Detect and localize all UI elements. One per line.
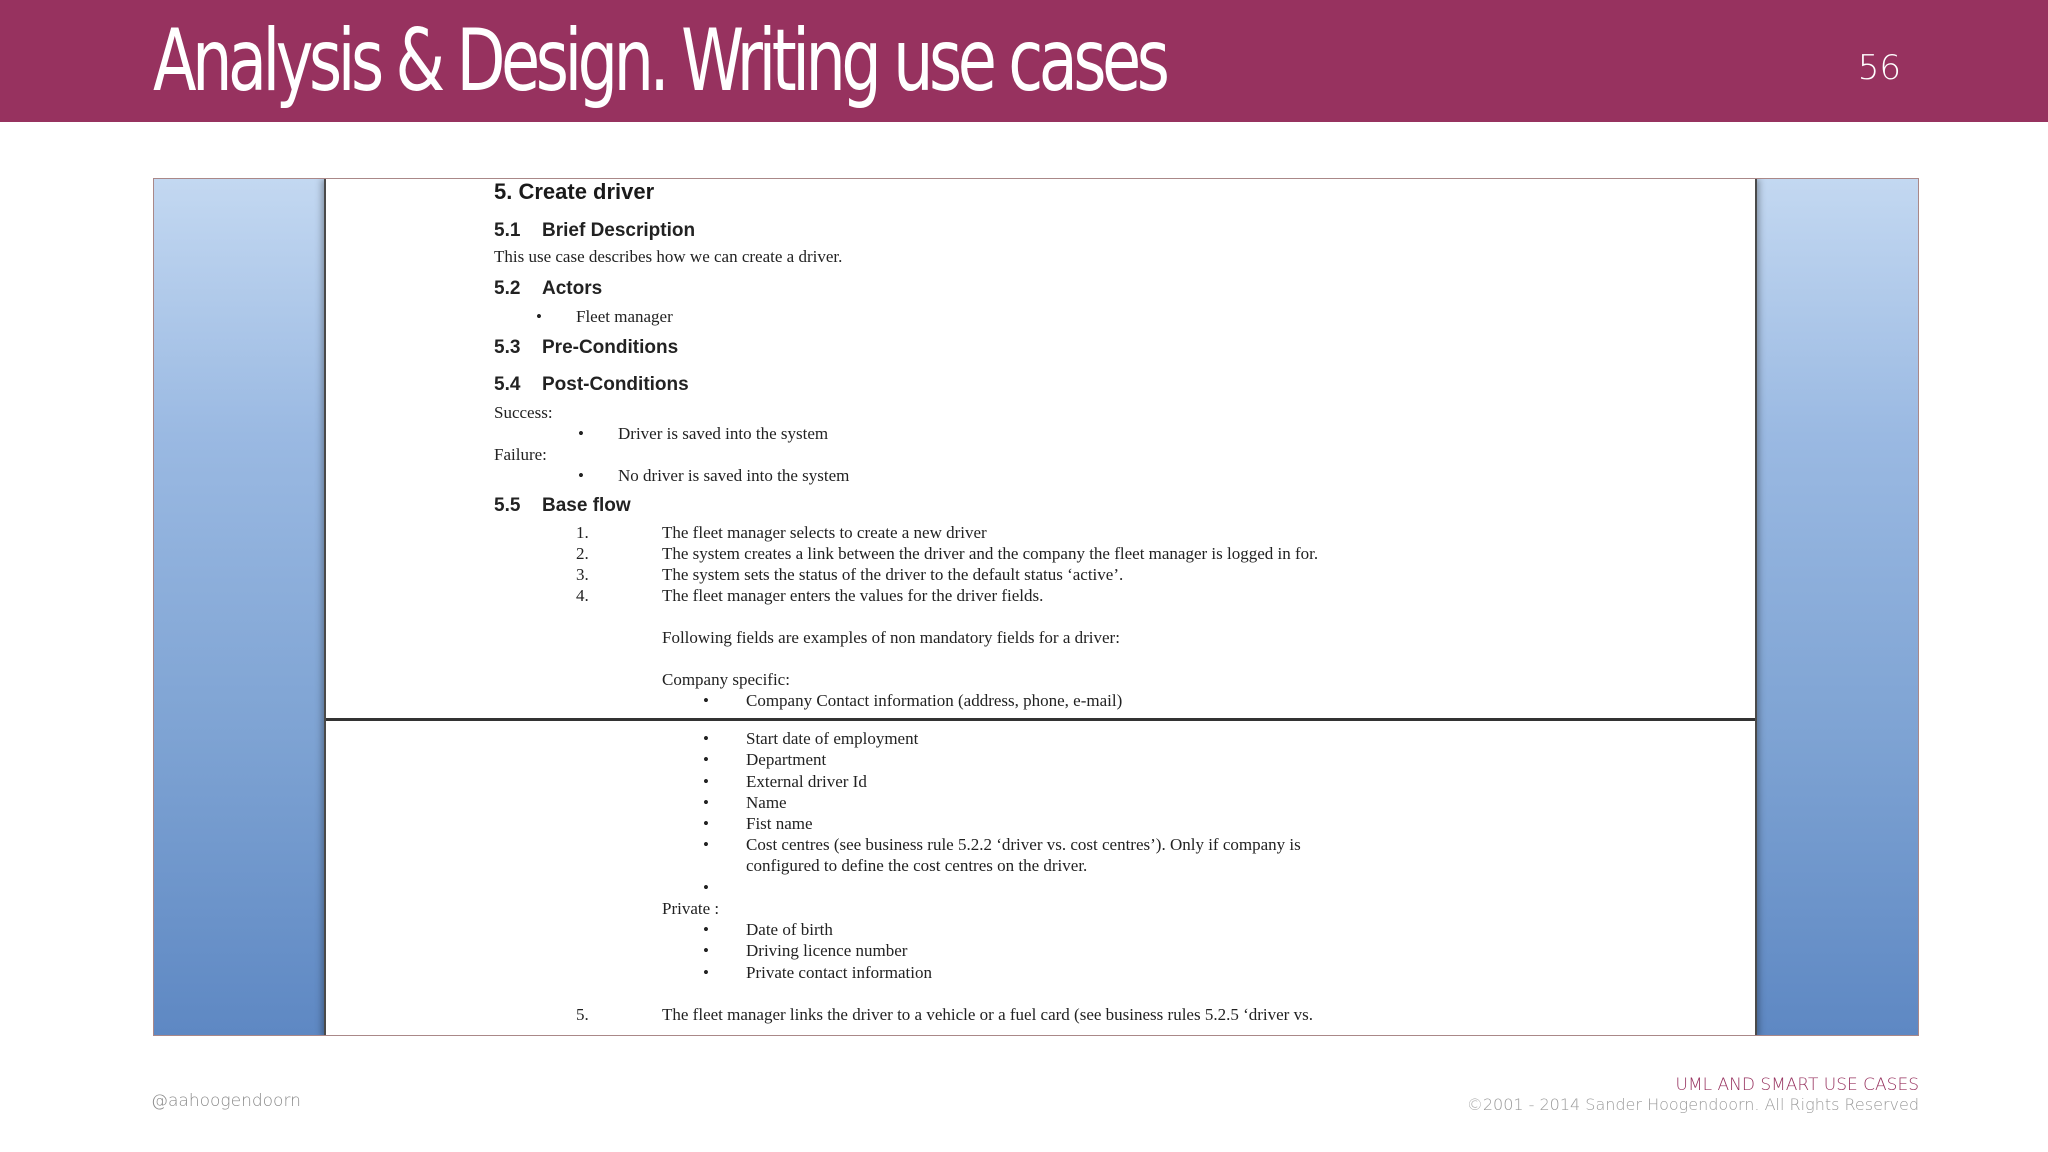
bullet: • xyxy=(703,814,709,833)
footer-course-title: UML AND SMART USE CASES xyxy=(1675,1075,1919,1095)
section-number: 5.2 xyxy=(494,278,521,299)
step-text: The fleet manager links the driver to a vehicle or a fuel card (see business rules 5.2.5 ‘driver vs. xyxy=(662,1005,1313,1024)
document-screenshot xyxy=(153,178,1919,1036)
brief-description-text: This use case describes how we can create a driver. xyxy=(494,247,843,266)
private-field-item: Private contact information xyxy=(746,963,932,982)
section-title-base-flow: Base flow xyxy=(542,495,631,516)
section-number: 5.1 xyxy=(494,220,521,241)
bullet: • xyxy=(703,835,709,854)
slide-title: Analysis & Design. Writing use cases xyxy=(153,11,1166,111)
slide-number: 56 xyxy=(1857,48,1901,88)
actor-item: Fleet manager xyxy=(576,307,673,326)
bullet: • xyxy=(703,750,709,769)
step-number: 2. xyxy=(576,544,589,563)
company-field-item-continued: configured to define the cost centres on the driver. xyxy=(746,856,1088,875)
company-field-item: Name xyxy=(746,793,787,812)
section-title-brief-description: Brief Description xyxy=(542,220,696,241)
section-number: 5.4 xyxy=(494,374,521,395)
bullet: • xyxy=(703,691,709,710)
bullet: • xyxy=(703,878,709,897)
private-field-item: Date of birth xyxy=(746,920,833,939)
step-number: 4. xyxy=(576,586,589,605)
private-label: Private : xyxy=(662,899,720,918)
step-text: The system sets the status of the driver to the default status ‘active’. xyxy=(662,565,1124,584)
footer-handle: @aahoogendoorn xyxy=(151,1091,301,1111)
private-field-item: Driving licence number xyxy=(746,941,908,960)
step-number: 1. xyxy=(576,523,589,542)
page-break xyxy=(326,718,1755,721)
bullet: • xyxy=(578,424,584,443)
success-label: Success: xyxy=(494,403,553,422)
company-field-item: Fist name xyxy=(746,814,813,833)
bullet: • xyxy=(703,920,709,939)
company-field-item: Cost centres (see business rule 5.2.2 ‘driver vs. cost centres’). Only if company is xyxy=(746,835,1301,854)
step-number: 3. xyxy=(576,565,589,584)
company-field-item: External driver Id xyxy=(746,772,867,791)
step-text: The fleet manager enters the values for the driver fields. xyxy=(662,586,1044,605)
bullet: • xyxy=(703,793,709,812)
use-case-heading: 5. Create driver xyxy=(494,179,655,204)
bullet: • xyxy=(703,941,709,960)
failure-label: Failure: xyxy=(494,445,547,464)
step-text: The fleet manager selects to create a new driver xyxy=(662,523,987,542)
step-number: 5. xyxy=(576,1005,589,1024)
step-text: The system creates a link between the driver and the company the fleet manager is logged in for. xyxy=(662,544,1319,563)
company-field-item: Company Contact information (address, phone, e-mail) xyxy=(746,691,1123,710)
company-field-item: Start date of employment xyxy=(746,729,919,748)
section-title-pre-conditions: Pre-Conditions xyxy=(542,337,679,358)
bullet: • xyxy=(703,963,709,982)
bullet: • xyxy=(703,729,709,748)
section-number: 5.5 xyxy=(494,495,521,516)
bullet: • xyxy=(703,772,709,791)
section-title-actors: Actors xyxy=(542,278,603,299)
bullet: • xyxy=(578,466,584,485)
bullet: • xyxy=(536,307,542,326)
failure-item: No driver is saved into the system xyxy=(618,466,850,485)
success-item: Driver is saved into the system xyxy=(618,424,829,443)
header-bar xyxy=(0,0,2048,122)
document-page xyxy=(324,179,1757,1036)
company-specific-label: Company specific: xyxy=(662,670,790,689)
following-fields-text: Following fields are examples of non mandatory fields for a driver: xyxy=(662,628,1120,647)
footer-copyright: ©2001 - 2014 Sander Hoogendoorn. All Rights Reserved xyxy=(1466,1095,1919,1114)
section-number: 5.3 xyxy=(494,337,521,358)
company-field-item: Department xyxy=(746,750,827,769)
section-title-post-conditions: Post-Conditions xyxy=(542,374,689,395)
